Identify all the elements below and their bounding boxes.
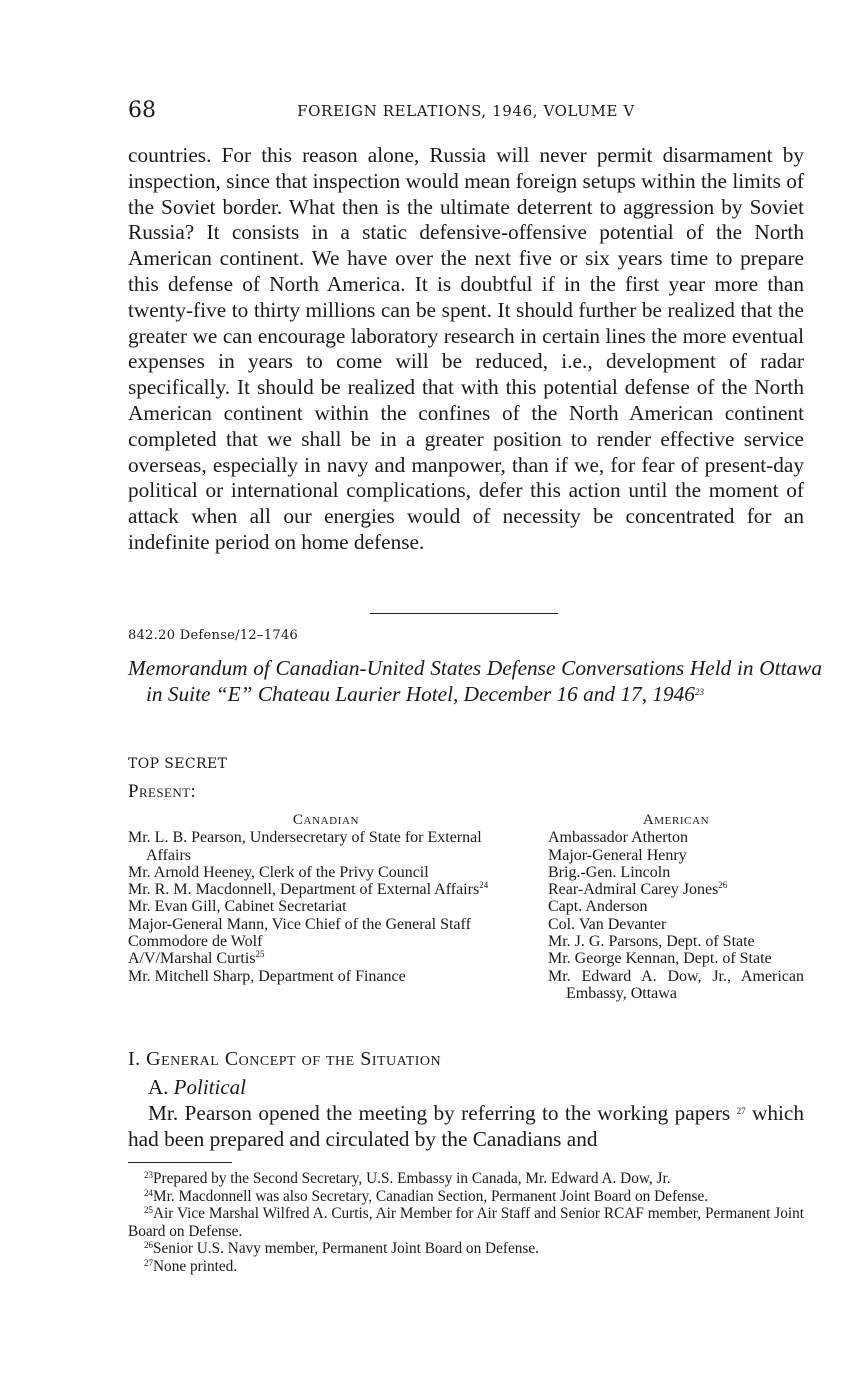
footnote-text: Air Vice Marshal Wilfred A. Curtis, Air Member for Air Staff and Senior RCAF member, Permanent Joint Board on Defense.	[128, 1205, 804, 1240]
footnote-text: None printed.	[153, 1257, 238, 1275]
canadian-heading: Canadian	[292, 812, 360, 828]
attendee-entry	[548, 847, 804, 864]
attendee-name: Mr. Arnold Heeney, Clerk of the Privy Council	[128, 863, 429, 881]
running-head: FOREIGN RELATIONS, 1946, VOLUME V	[297, 102, 635, 120]
page-number: 68	[128, 98, 156, 123]
footnote-number: 26	[144, 1240, 153, 1250]
attendee-entry	[128, 829, 524, 864]
attendee-name: Capt. Anderson	[548, 898, 648, 916]
attendee-entry	[548, 950, 804, 967]
american-attendees	[548, 812, 804, 1002]
attendee-name: Mr. Evan Gill, Cabinet Secretariat	[128, 898, 347, 916]
attendee-name: Commodore de Wolf	[128, 933, 263, 951]
attendee-name: A/V/Marshal Curtis	[128, 950, 256, 968]
body-paragraph: countries. For this reason alone, Russia will never permit disarmament by inspection, since that inspection would mean foreign setups within the limits of the Soviet border. What then is the ultimate deterrent to aggression by Soviet Russia? It consists in a static defensive-offensive potential of the North American continent. We have over the next five or six years time to prepare this defense of North America. It is doubtful if in the first year more than twenty-five to thirty millions can be spent. It should further be realized that the greater we can encourage laboratory research in certain lines the more eventual expenses in years to come will be reduced, i.e., development of radar specifically. It should be realized that with this potential defense of the North American continent within the confines of the North American continent completed that we shall be in a greater position to render effective service overseas, especially in navy and manpower, than if we, for fear of present-day political or international complications, defer this action until the moment of attack when all our energies would of necessity be concentrated for an indefinite period on home defense.	[128, 143, 804, 554]
attendee-entry	[128, 864, 524, 881]
attendee-entry	[548, 829, 804, 846]
subsection-title: Political	[173, 1075, 246, 1099]
canadian-attendees	[128, 812, 524, 985]
attendee-name: Mr. J. G. Parsons, Dept. of State	[548, 933, 755, 951]
footnote-divider	[128, 1162, 232, 1163]
attendee-entry	[128, 916, 524, 933]
classification-label: TOP SECRET	[128, 756, 228, 772]
attendee-name: Mr. Edward A. Dow, Jr., American Embassy, Ottawa	[548, 967, 804, 1002]
footnote-ref: 26	[718, 880, 728, 891]
footnote-ref: 25	[255, 949, 265, 960]
attendee-entry	[548, 881, 804, 898]
present-label: Present:	[128, 781, 197, 802]
footnote-text: Senior U.S. Navy member, Permanent Joint Board on Defense.	[153, 1240, 539, 1257]
attendee-entry	[128, 950, 524, 967]
attendee-name: Major-General Mann, Vice Chief of the General Staff	[128, 915, 471, 933]
attendee-name: Ambassador Atherton	[548, 829, 688, 847]
footnote-ref: 24	[479, 880, 489, 891]
attendee-name: Mr. Mitchell Sharp, Department of Finance	[128, 967, 406, 985]
section-heading: I. General Concept of the Situation	[128, 1048, 442, 1070]
subsection-letter: A.	[148, 1075, 169, 1099]
attendee-name: Rear-Admiral Carey Jones	[548, 881, 719, 899]
attendee-name: Mr. George Kennan, Dept. of State	[548, 950, 772, 968]
american-heading: American	[642, 812, 710, 828]
file-reference: 842.20 Defense/12–1746	[128, 628, 299, 643]
footnote-ref: 23	[694, 687, 704, 697]
section-divider	[370, 613, 558, 614]
footnote-text: Mr. Macdonnell was also Secretary, Canadian Section, Permanent Joint Board on Defense.	[153, 1187, 709, 1205]
footnote-text: Prepared by the Second Secretary, U.S. Embassy in Canada, Mr. Edward A. Dow, Jr.	[153, 1170, 671, 1187]
document-title-text: Memorandum of Canadian-United States Defense Conversations Held in Ottawa in Suite “E” Chateau Laurier Hotel, December 16 and 17, 1946	[128, 656, 822, 706]
attendee-entry	[548, 933, 804, 950]
attendee-name: Mr. R. M. Macdonnell, Department of External Affairs	[128, 881, 480, 899]
attendee-name: Col. Van Devanter	[548, 915, 667, 933]
footnote	[128, 1258, 804, 1276]
attendee-entry	[128, 881, 524, 898]
attendee-entry	[128, 968, 524, 985]
subsection-heading	[148, 1075, 246, 1100]
footnote-ref: 27	[736, 1106, 746, 1116]
page-header	[128, 98, 804, 128]
footnote-number: 23	[144, 1170, 153, 1180]
footnotes	[128, 1170, 804, 1275]
paragraph-text: which had been prepared and circulated by the Canadians and	[128, 1101, 804, 1151]
opening-paragraph	[128, 1101, 804, 1153]
document-title	[128, 655, 822, 707]
footnote-number: 24	[144, 1187, 153, 1198]
footnote	[128, 1170, 804, 1188]
attendee-entry	[548, 916, 804, 933]
footnote-number: 25	[144, 1205, 153, 1215]
paragraph-text: Mr. Pearson opened the meeting by referring to the working papers	[148, 1101, 731, 1125]
footnote	[128, 1240, 804, 1258]
attendee-entry	[548, 968, 804, 1003]
footnote	[128, 1188, 804, 1206]
attendee-name: Brig.-Gen. Lincoln	[548, 863, 671, 881]
attendee-entry	[548, 898, 804, 915]
attendee-entry	[128, 933, 524, 950]
attendee-name: Mr. L. B. Pearson, Undersecretary of State for External Affairs	[128, 829, 482, 864]
footnote-number: 27	[144, 1257, 153, 1268]
attendee-entry	[128, 898, 524, 915]
footnote	[128, 1205, 804, 1240]
attendee-name: Major-General Henry	[548, 846, 687, 864]
attendee-entry	[548, 864, 804, 881]
